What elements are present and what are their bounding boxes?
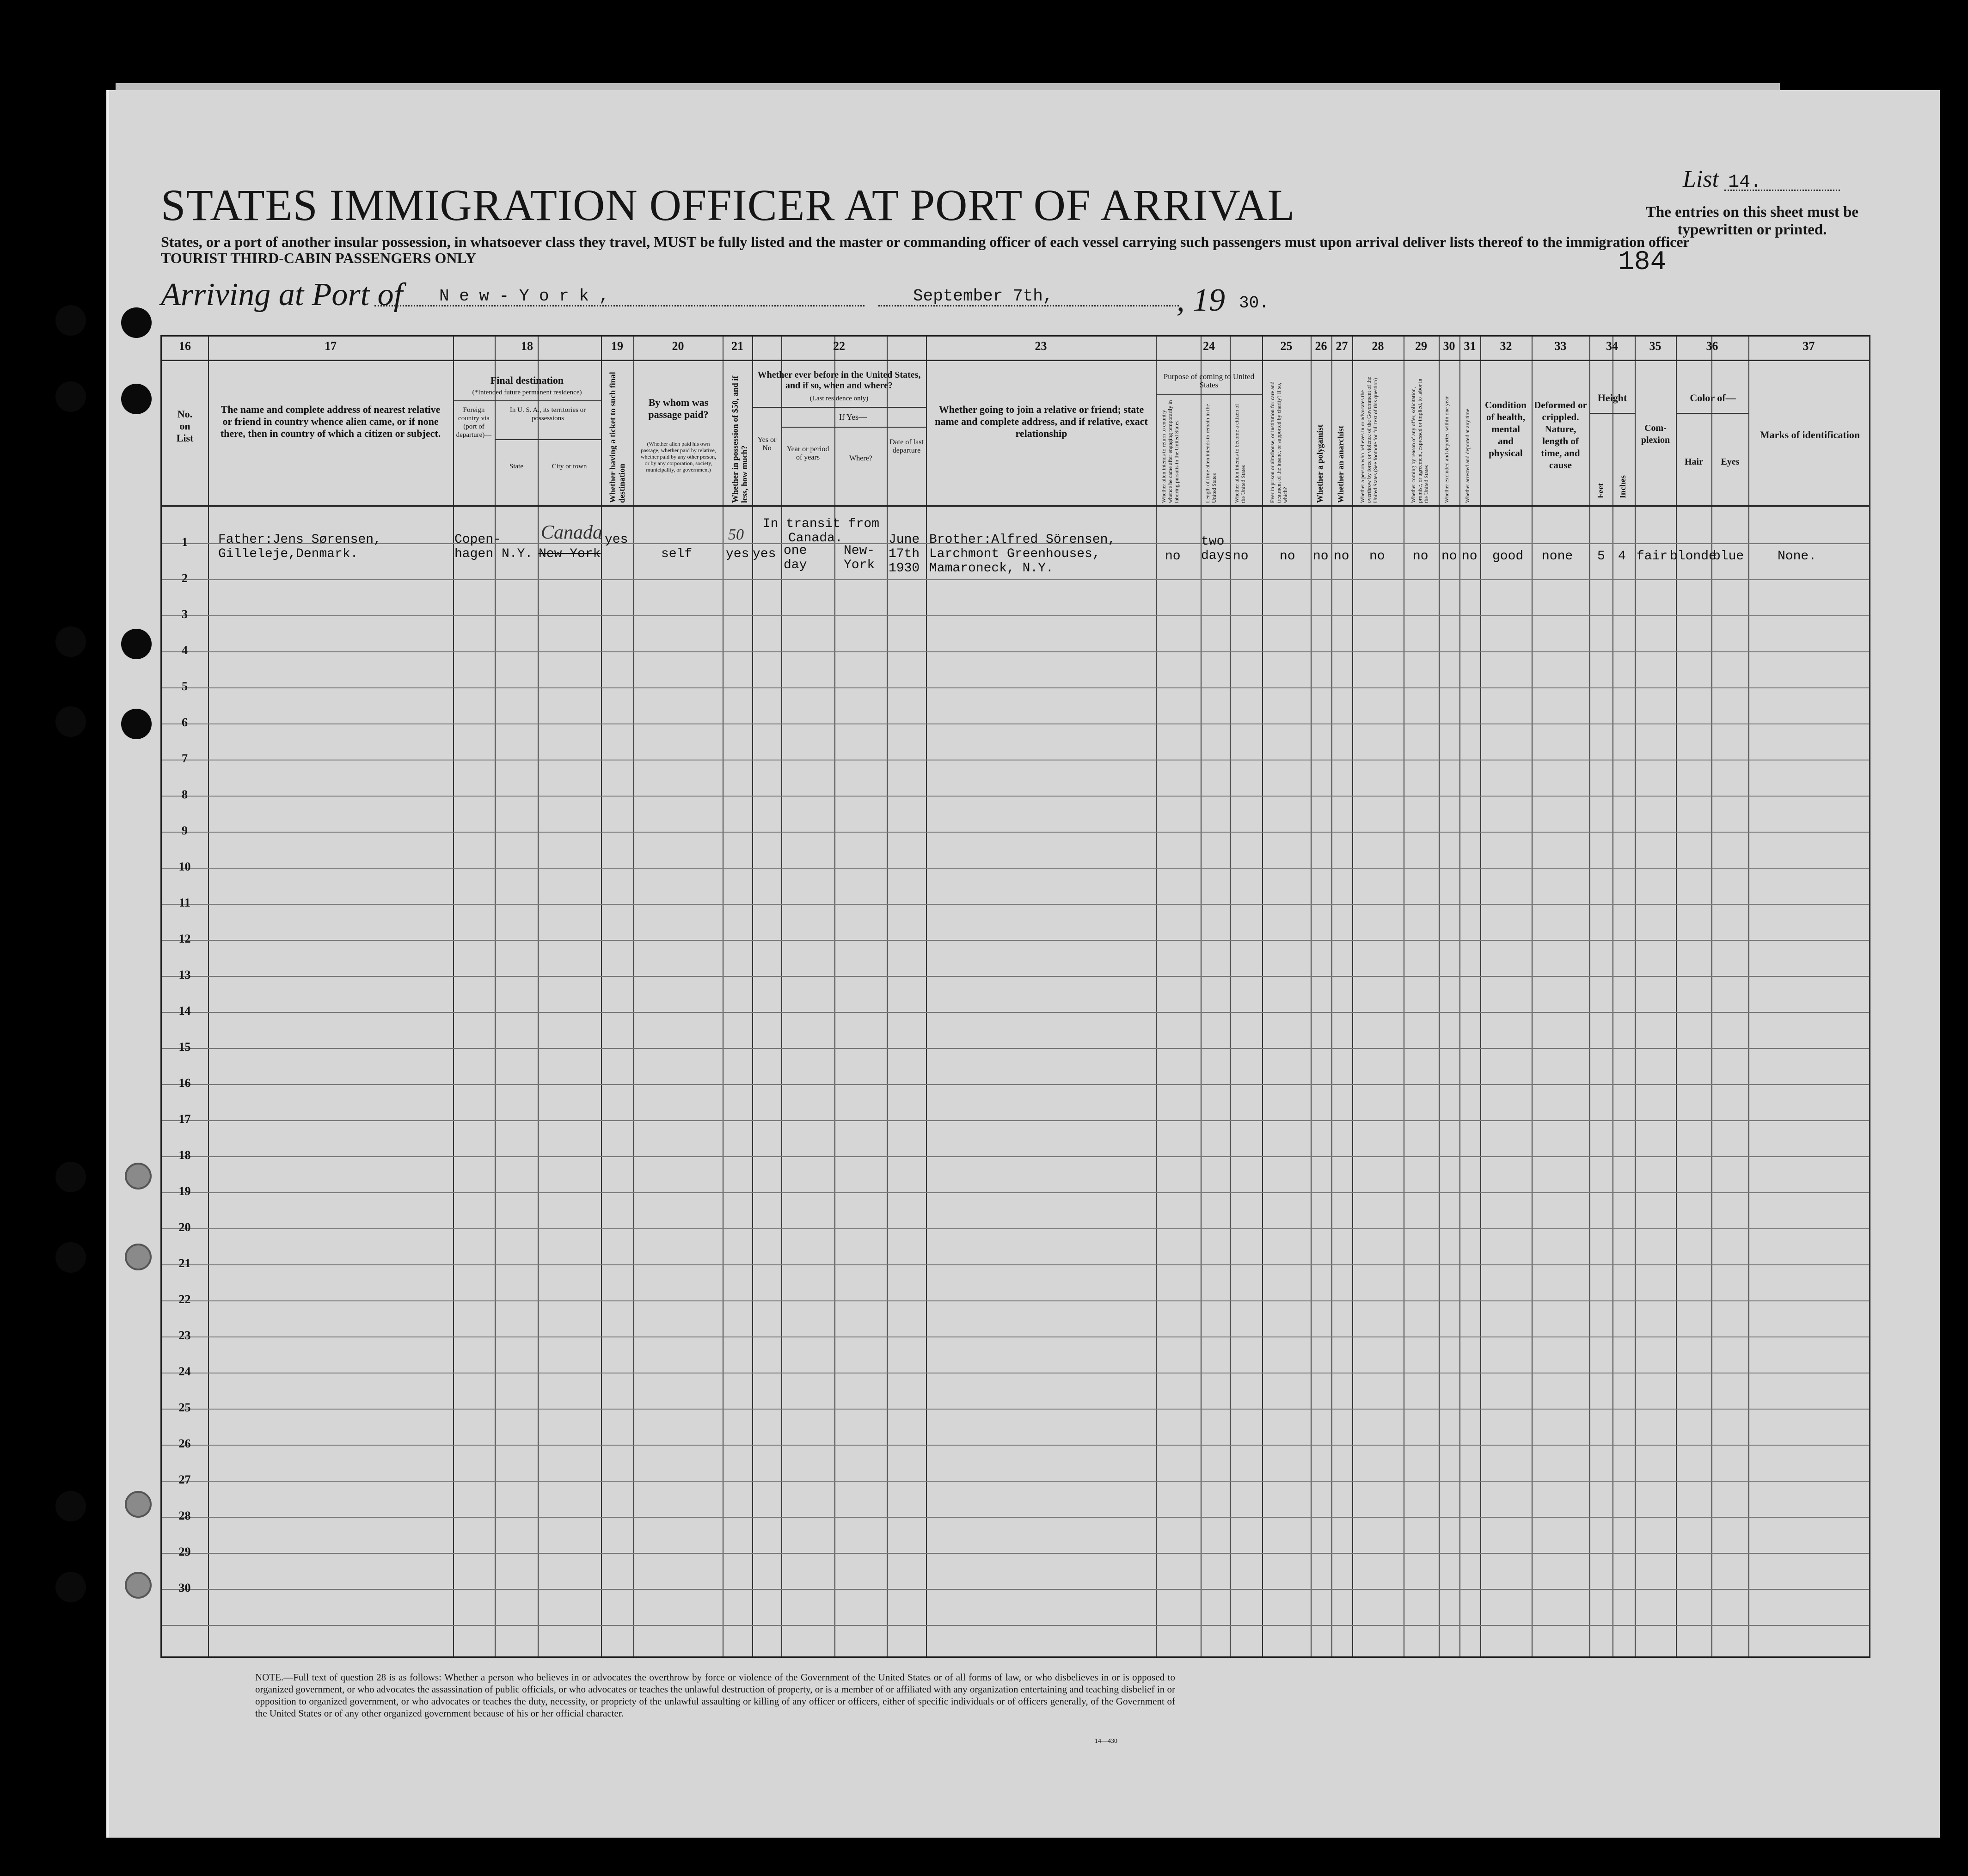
entry-length-line1: two xyxy=(1201,534,1225,549)
entry-polygamist: no xyxy=(1313,549,1329,564)
column-number: 23 xyxy=(1035,339,1047,353)
row-rule xyxy=(162,687,1869,688)
manifest-table xyxy=(160,335,1870,1658)
entry-fifty: yes xyxy=(726,547,749,561)
last-residence-note: (Last residence only) xyxy=(809,395,869,402)
entry-question-28: no xyxy=(1369,549,1385,564)
entry-question-31: no xyxy=(1462,549,1478,564)
entry-join-line1: Brother:Alfred Sörensen, xyxy=(929,533,1116,547)
entry-return: no xyxy=(1165,549,1181,564)
col-line xyxy=(208,337,209,1656)
column-number: 25 xyxy=(1280,339,1293,353)
entry-fifty-handwritten: 50 xyxy=(728,526,744,543)
row-number: 21 xyxy=(178,1257,191,1270)
entry-before-yes: yes xyxy=(753,547,776,561)
binder-hole xyxy=(55,381,86,412)
date-departure-header: Date of last departure xyxy=(889,438,924,454)
entry-join-line2: Larchmont Greenhouses, xyxy=(929,547,1100,561)
column-number: 27 xyxy=(1336,339,1348,353)
binder-hole xyxy=(55,1491,86,1521)
row-number: 2 xyxy=(182,571,188,585)
entry-hair: blonde xyxy=(1670,549,1717,564)
destination-rule xyxy=(453,400,601,401)
column-number: 19 xyxy=(611,339,623,353)
question-29-header: Whether coming by reason of any offer, solicitation, promise, or agreement, expressed or implied, to labor in the United States xyxy=(1410,379,1429,503)
row-rule xyxy=(162,1481,1869,1482)
entry-feet: 5 xyxy=(1597,549,1605,564)
col-line xyxy=(1156,337,1157,1656)
row-rule xyxy=(162,1012,1869,1013)
purpose-rule xyxy=(1156,394,1262,395)
deformed-header: Deformed or crippled. Nature, length of time, and cause xyxy=(1534,399,1587,471)
row-rule xyxy=(162,615,1869,616)
marks-header: Marks of identification xyxy=(1760,429,1860,441)
col-line xyxy=(1676,337,1677,1656)
row-rule xyxy=(162,1625,1869,1626)
row-rule xyxy=(162,1553,1869,1554)
usa-rule xyxy=(495,439,601,440)
col-line xyxy=(1748,337,1749,1656)
complexion-header: Com- plexion xyxy=(1641,423,1670,445)
column-number: 29 xyxy=(1415,339,1427,353)
entry-prison: no xyxy=(1280,549,1295,564)
row-number: 19 xyxy=(178,1184,191,1198)
polygamist-header: Whether a polygamist xyxy=(1315,424,1324,503)
row-number: 25 xyxy=(178,1401,191,1414)
col-line xyxy=(1262,337,1263,1656)
question-28-header: Whether a person who believes in or advocates the overthrow by force or violence of the Government of the United States (See footnote for full text of this question) xyxy=(1359,377,1379,503)
row-rule xyxy=(162,1445,1869,1446)
row-number: 11 xyxy=(179,896,190,909)
row-rule xyxy=(162,579,1869,580)
row-number: 16 xyxy=(178,1076,191,1090)
row-number: 5 xyxy=(182,680,188,693)
binder-hole xyxy=(121,384,152,414)
row-rule xyxy=(162,904,1869,905)
arrival-date: September 7th, xyxy=(913,287,1053,306)
row-number: 9 xyxy=(182,824,188,837)
col-line xyxy=(781,337,782,1656)
entry-date-line3: 1930 xyxy=(889,561,920,576)
column-number: 20 xyxy=(672,339,684,353)
list-number-line xyxy=(1724,190,1840,191)
foreign-country-header: Foreign country via (port of departure)— xyxy=(456,406,492,439)
entry-citizen: no xyxy=(1233,549,1249,564)
row-number: 6 xyxy=(182,716,188,729)
column-number: 26 xyxy=(1315,339,1327,353)
row-number: 23 xyxy=(178,1329,191,1342)
row-rule xyxy=(162,1228,1869,1229)
height-header: Height xyxy=(1597,392,1627,404)
year-suffix: 30. xyxy=(1239,294,1269,313)
yes-no-header: Yes or No xyxy=(757,436,777,452)
row-rule xyxy=(162,1300,1869,1301)
col-line xyxy=(538,337,539,1656)
nearest-relative-header: The name and complete address of nearest relative or friend in country whence alien came, or if none there, then in country of which a citizen or subject. xyxy=(220,404,441,439)
binder-hole xyxy=(55,1242,86,1273)
row-number: 22 xyxy=(178,1293,191,1306)
anarchist-header: Whether an anarchist xyxy=(1336,425,1345,503)
entry-transit-line2: Canada. xyxy=(788,531,843,546)
col-line xyxy=(1230,337,1231,1656)
row-number: 20 xyxy=(178,1220,191,1234)
col-line xyxy=(1352,337,1353,1656)
row-number: 18 xyxy=(178,1148,191,1162)
if-yes-header: If Yes— xyxy=(839,412,867,422)
row-number: 4 xyxy=(182,644,188,657)
list-number xyxy=(1683,166,1761,193)
row-rule xyxy=(162,940,1869,941)
row-number: 24 xyxy=(178,1365,191,1378)
row-rule xyxy=(162,1264,1869,1265)
column-number: 31 xyxy=(1464,339,1476,353)
purpose-return-header: Whether alien intends to return to country whence he came after engaging temporarily in laboring pursuits in the United States xyxy=(1160,400,1180,503)
column-number: 16 xyxy=(179,339,191,353)
column-number: 36 xyxy=(1706,339,1718,353)
col-line xyxy=(453,337,454,1656)
column-number: 33 xyxy=(1554,339,1567,353)
column-number: 21 xyxy=(731,339,743,353)
year-period-header: Year or period of years xyxy=(786,445,829,461)
if-yes-rule xyxy=(781,427,926,428)
col-line xyxy=(887,337,888,1656)
binder-ring xyxy=(125,1572,152,1599)
column-number: 28 xyxy=(1372,339,1384,353)
entry-question-29: no xyxy=(1413,549,1428,564)
row-number: 3 xyxy=(182,607,188,621)
column-number: 34 xyxy=(1606,339,1618,353)
fifty-dollars-header: Whether in possession of $50, and if less, how much? xyxy=(730,375,749,503)
column-number: 30 xyxy=(1443,339,1455,353)
entry-passage: self xyxy=(661,547,693,561)
row-rule xyxy=(162,1589,1869,1590)
entry-city-handwritten: Canada xyxy=(541,522,603,543)
passage-paid-header: By whom was passage paid? xyxy=(648,397,709,420)
final-destination-note: (*Intended future permanent residence) xyxy=(472,389,582,396)
binder-hole xyxy=(55,1572,86,1602)
binder-hole xyxy=(121,307,152,338)
before-in-us-header: Whether ever before in the United States, and if so, when and where? xyxy=(757,370,921,391)
instruction-line: States, or a port of another insular possession, in whatsoever class they travel, MUST be fully listed and the master or commanding officer of each vessel carrying such passengers must upon arrival deliver lists thereof to the immigration officer xyxy=(161,233,1690,250)
row-number: 1 xyxy=(182,535,188,549)
entry-foreign-line2: hagen xyxy=(454,547,494,561)
entry-complexion: fair xyxy=(1637,549,1668,564)
column-number: 22 xyxy=(833,339,845,353)
purpose-citizen-header: Whether alien intends to become a citizen of the United States xyxy=(1233,404,1246,503)
feet-header: Feet xyxy=(1596,483,1605,498)
entry-period-line1: one xyxy=(784,544,807,558)
final-destination-header: Final destination xyxy=(490,374,564,386)
col-line xyxy=(1459,337,1460,1656)
row-rule xyxy=(162,1084,1869,1085)
row-number: 14 xyxy=(178,1004,191,1018)
row-number: 29 xyxy=(178,1545,191,1558)
entry-where-line1: New- xyxy=(844,544,875,558)
entry-relative-line2: Gilleleje,Denmark. xyxy=(218,547,358,561)
prison-header: Ever in prison or almshouse, or institution for care and treatment of the insane, or supported by charity? If so, which? xyxy=(1269,381,1288,503)
row-rule xyxy=(162,1409,1869,1410)
join-relative-header: Whether going to join a relative or friend; state name and complete address, and if relative, exact relationship xyxy=(935,404,1148,439)
row-number: 8 xyxy=(182,788,188,801)
color-rule xyxy=(1676,413,1748,414)
entry-where-line2: York xyxy=(844,558,875,572)
question-30-header: Whether excluded and deported within one year xyxy=(1443,396,1450,503)
row-rule xyxy=(162,832,1869,833)
entry-anarchist: no xyxy=(1334,549,1349,564)
row-number: 15 xyxy=(178,1040,191,1054)
row-rule xyxy=(162,1517,1869,1518)
row-rule xyxy=(162,1048,1869,1049)
row-rule xyxy=(162,651,1869,652)
entry-inches: 4 xyxy=(1618,549,1626,564)
col-line xyxy=(1331,337,1332,1656)
passenger-class-line: TOURIST THIRD-CABIN PASSENGERS ONLY xyxy=(161,250,476,266)
entry-state: N.Y. xyxy=(502,547,533,561)
row-number: 7 xyxy=(182,752,188,765)
col-line xyxy=(1635,337,1636,1656)
form-code: 14—430 xyxy=(1095,1738,1117,1745)
entry-marks: None. xyxy=(1778,549,1817,564)
where-header: Where? xyxy=(849,454,872,462)
list-number-value: 14. xyxy=(1728,172,1762,193)
binder-hole xyxy=(55,305,86,336)
row-number: 12 xyxy=(178,932,191,945)
row-rule xyxy=(162,723,1869,724)
list-label: List xyxy=(1683,166,1719,192)
color-of-header: Color of— xyxy=(1690,392,1736,404)
row-number: 13 xyxy=(178,968,191,981)
health-header: Condition of health, mental and physical xyxy=(1485,399,1527,459)
entry-period-line2: day xyxy=(784,558,807,572)
binder-hole xyxy=(121,709,152,739)
binder-hole xyxy=(55,626,86,657)
entry-relative-line1: Father:Jens Sørensen, xyxy=(218,533,381,547)
col-line xyxy=(752,337,753,1656)
port-value: N e w - Y o r k , xyxy=(439,287,609,306)
row-rule xyxy=(162,868,1869,869)
column-number: 37 xyxy=(1802,339,1815,353)
binder-hole xyxy=(55,1162,86,1192)
col-line xyxy=(1869,337,1870,1656)
passage-paid-note: (Whether alien paid his own passage, whether paid by relative, whether paid by any other person, or by any corporation, society, municipality, or government) xyxy=(640,441,717,473)
entry-length-line2: days xyxy=(1201,549,1232,563)
row-number: 17 xyxy=(178,1112,191,1126)
binder-hole xyxy=(121,629,152,659)
height-rule xyxy=(1589,413,1635,414)
state-header: State xyxy=(509,463,523,470)
purpose-length-header: Length of time alien intends to remain in the United States xyxy=(1204,404,1217,503)
binder-ring xyxy=(125,1244,152,1270)
row-rule xyxy=(162,1120,1869,1121)
purpose-header: Purpose of coming to United States xyxy=(1163,372,1255,389)
binder-ring xyxy=(125,1491,152,1518)
binder-ring xyxy=(125,1163,152,1189)
entry-health: good xyxy=(1492,549,1524,564)
sheet-stamp-number: 184 xyxy=(1618,247,1667,277)
header-rule xyxy=(162,360,1869,361)
col-line xyxy=(1439,337,1440,1656)
hair-header: Hair xyxy=(1685,457,1703,467)
col-line xyxy=(1311,337,1312,1656)
entry-join-line3: Mamaroneck, N.Y. xyxy=(929,561,1054,576)
previous-visit-rule xyxy=(752,407,926,408)
row-number: 30 xyxy=(178,1581,191,1594)
col-line xyxy=(633,337,634,1656)
page-title: STATES IMMIGRATION OFFICER AT PORT OF ARRIVAL xyxy=(161,180,1295,230)
col-line xyxy=(1480,337,1481,1656)
row-rule xyxy=(162,796,1869,797)
in-usa-header: In U. S. A., its territories or possessions xyxy=(509,406,586,422)
no-on-list-header: No. on List xyxy=(176,408,194,444)
entry-ticket: yes xyxy=(605,533,628,547)
row-rule xyxy=(162,1336,1869,1337)
row-number: 28 xyxy=(178,1509,191,1522)
column-number: 35 xyxy=(1649,339,1661,353)
column-number: 17 xyxy=(325,339,337,353)
footnote-question-28: NOTE.—Full text of question 28 is as follows: Whether a person who believes in or advocates the overthrow by force or violence of the Government of the United States or of all forms of law, or who disbelieves in or is opposed to organized government, or who advocates the assassination of public officials, or who advocates or teaches the unlawful destruction of property, or is a member of or affiliated with any organization entertaining and teaching disbelief in or opposition to organized government, or who advocates or teaches the duty, necessity, or propriety of the unlawful assaulting or killing of any officer or officers, either of specific individuals or of officers generally, of the Government of the United States or of any other organized government because of his or her official character. xyxy=(255,1672,1175,1719)
question-31-header: Whether arrested and deported at any time xyxy=(1464,409,1471,503)
entry-date-line1: June xyxy=(889,533,920,547)
entry-eyes: blue xyxy=(1713,549,1744,564)
ticket-header: Whether having a ticket to such final destination xyxy=(608,372,626,503)
column-number: 24 xyxy=(1203,339,1215,353)
entries-note: The entries on this sheet must be typewritten or printed. xyxy=(1645,204,1859,238)
entry-date-line2: 17th xyxy=(889,547,920,561)
binder-hole xyxy=(55,706,86,737)
col-line xyxy=(1532,337,1533,1656)
row-number: 26 xyxy=(178,1437,191,1450)
arriving-label: Arriving at Port of xyxy=(161,277,403,313)
column-number: 32 xyxy=(1500,339,1512,353)
eyes-header: Eyes xyxy=(1721,457,1740,467)
col-line xyxy=(1589,337,1590,1656)
entry-question-30: no xyxy=(1441,549,1457,564)
col-line xyxy=(926,337,927,1656)
column-number: 18 xyxy=(521,339,533,353)
inches-header: Inches xyxy=(1618,475,1627,498)
row-number: 10 xyxy=(178,860,191,873)
entry-transit-line1: In transit from xyxy=(763,517,880,531)
row-number: 27 xyxy=(178,1473,191,1486)
col-line xyxy=(1711,337,1712,1656)
height-divider xyxy=(1612,413,1613,1656)
year-prefix: , 19 xyxy=(1177,282,1225,318)
entry-city: New York xyxy=(539,547,601,561)
row-rule xyxy=(162,976,1869,977)
city-header: City or town xyxy=(552,463,587,470)
row-rule xyxy=(162,1192,1869,1193)
entry-deformed: none xyxy=(1542,549,1573,564)
entry-foreign-line1: Copen- xyxy=(454,533,501,547)
row-rule xyxy=(162,1156,1869,1157)
